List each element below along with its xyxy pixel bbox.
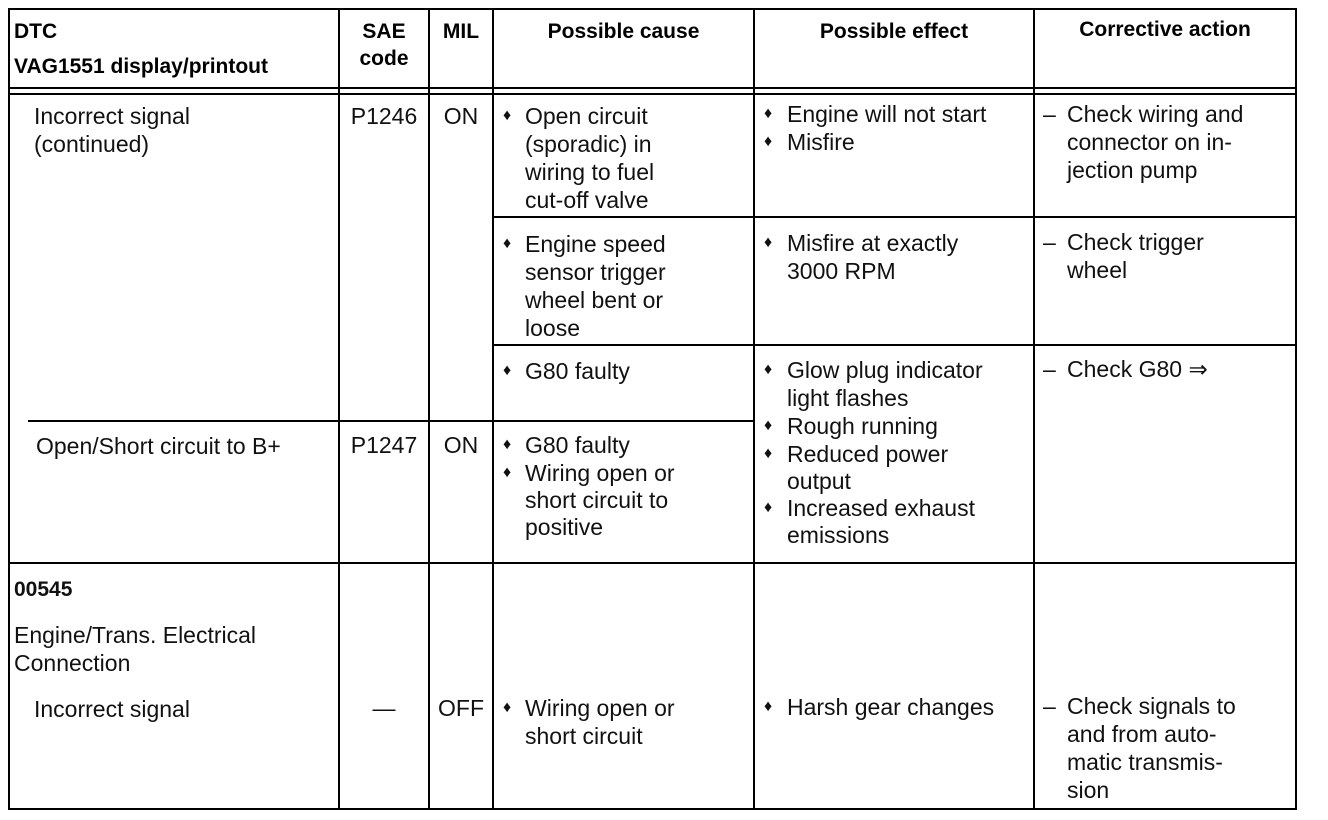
diamond-bullet-icon: ♦ bbox=[503, 362, 512, 379]
row1a-cause-l3: wiring to fuel bbox=[525, 159, 655, 185]
row1a-action-l2: connector on in- bbox=[1067, 129, 1232, 155]
table-border-bottom bbox=[8, 808, 1297, 810]
dash-marker-icon: – bbox=[1043, 693, 1056, 719]
row3-cause-l2: short circuit bbox=[525, 723, 643, 749]
row1-dtc-line1: Incorrect signal bbox=[34, 103, 190, 129]
header-dtc-line2: VAG1551 display/printout bbox=[14, 55, 268, 78]
diamond-bullet-icon: ♦ bbox=[764, 105, 773, 122]
row3-action-l4: sion bbox=[1067, 777, 1110, 803]
row1c-cause-l1: G80 faulty bbox=[525, 358, 630, 384]
row3-title-l1: Engine/Trans. Electrical bbox=[14, 622, 257, 648]
row1-dtc-line2: (continued) bbox=[34, 131, 150, 157]
diamond-bullet-icon: ♦ bbox=[503, 107, 512, 124]
row1b-cause-l2: sensor trigger bbox=[525, 259, 666, 285]
row2-cause-b-l3: positive bbox=[525, 514, 603, 540]
row1b-cause-l4: loose bbox=[525, 315, 580, 341]
row2-cause-a: G80 faulty bbox=[525, 432, 630, 458]
row1b-effect-l1: Misfire at exactly bbox=[787, 230, 959, 256]
header-possible-effect: Possible effect bbox=[819, 20, 969, 43]
header-possible-cause: Possible cause bbox=[547, 20, 700, 43]
header-mil: MIL bbox=[442, 20, 480, 43]
row1b-effect-l2: 3000 RPM bbox=[787, 258, 896, 284]
header-rule-2 bbox=[8, 93, 1297, 95]
group-rule bbox=[8, 562, 1297, 564]
row1b-cause-l3: wheel bent or bbox=[525, 287, 664, 313]
row3-action-l2: and from auto- bbox=[1067, 721, 1217, 747]
row3-code: 00545 bbox=[14, 578, 73, 601]
row1a-cause-l4: cut-off valve bbox=[525, 187, 649, 213]
row3-action-l3: matic transmis- bbox=[1067, 749, 1223, 775]
row1a-effect-l2: Misfire bbox=[787, 129, 855, 155]
row1b-action-l2: wheel bbox=[1067, 257, 1128, 283]
row1a-effect-l1: Engine will not start bbox=[787, 101, 987, 127]
row1-sae-code: P1246 bbox=[350, 103, 418, 129]
row3-title-l2: Connection bbox=[14, 650, 131, 676]
col-rule-action bbox=[1033, 8, 1035, 810]
header-dtc-line1: DTC bbox=[14, 20, 58, 43]
row1b-cause-l1: Engine speed bbox=[525, 231, 666, 257]
row3-cause-l1: Wiring open or bbox=[525, 695, 675, 721]
diamond-bullet-icon: ♦ bbox=[764, 499, 773, 516]
table-border-left bbox=[8, 8, 10, 810]
dash-marker-icon: – bbox=[1043, 101, 1056, 127]
dash-marker-icon: – bbox=[1043, 229, 1056, 255]
diamond-bullet-icon: ♦ bbox=[503, 436, 512, 453]
table-border-top bbox=[8, 8, 1297, 10]
row3-dtc: Incorrect signal bbox=[34, 696, 190, 722]
header-corrective-action: Corrective action bbox=[1079, 18, 1251, 41]
subrow-rule-1 bbox=[492, 216, 1297, 218]
shared-effect-l1: Glow plug indicator bbox=[787, 357, 983, 383]
diamond-bullet-icon: ♦ bbox=[764, 445, 773, 462]
header-rule-1 bbox=[8, 87, 1297, 89]
row1b-action-l1: Check trigger bbox=[1067, 229, 1204, 255]
shared-effect-l3: Rough running bbox=[787, 413, 938, 439]
header-sae-line1: SAE bbox=[362, 20, 406, 43]
dash-marker-icon: – bbox=[1043, 356, 1056, 382]
diamond-bullet-icon: ♦ bbox=[503, 235, 512, 252]
diamond-bullet-icon: ♦ bbox=[764, 417, 773, 434]
row2-dtc: Open/Short circuit to B+ bbox=[36, 433, 281, 459]
row1a-cause-l2: (sporadic) in bbox=[525, 131, 652, 157]
row3-sae-code: — bbox=[372, 695, 396, 721]
shared-effect-l6: Increased exhaust bbox=[787, 495, 975, 521]
row3-mil: OFF bbox=[438, 695, 484, 721]
shared-effect-l2: light flashes bbox=[787, 385, 909, 411]
row1-mil: ON bbox=[443, 103, 479, 129]
row2-cause-b-l1: Wiring open or bbox=[525, 460, 675, 486]
row2-mil: ON bbox=[443, 432, 479, 458]
shared-effect-l5: output bbox=[787, 468, 851, 494]
diamond-bullet-icon: ♦ bbox=[503, 464, 512, 481]
shared-effect-l4: Reduced power bbox=[787, 441, 949, 467]
row2-cause-b-l2: short circuit to bbox=[525, 487, 669, 513]
row3-effect-l1: Harsh gear changes bbox=[787, 694, 995, 720]
table-border-right bbox=[1295, 8, 1297, 810]
subrow-rule-3 bbox=[28, 420, 755, 422]
row2-sae-code: P1247 bbox=[350, 432, 418, 458]
shared-action-l1: Check G80 ⇒ bbox=[1067, 356, 1208, 382]
row3-action-l1: Check signals to bbox=[1067, 693, 1236, 719]
row1a-action-l3: jection pump bbox=[1067, 157, 1198, 183]
row1a-action-l1: Check wiring and bbox=[1067, 101, 1244, 127]
header-sae-line2: code bbox=[359, 47, 409, 70]
subrow-rule-2 bbox=[492, 344, 1297, 346]
diamond-bullet-icon: ♦ bbox=[764, 133, 773, 150]
diamond-bullet-icon: ♦ bbox=[764, 698, 773, 715]
col-rule-cause bbox=[492, 8, 494, 810]
col-rule-effect bbox=[753, 8, 755, 810]
diamond-bullet-icon: ♦ bbox=[764, 234, 773, 251]
diamond-bullet-icon: ♦ bbox=[764, 361, 773, 378]
diamond-bullet-icon: ♦ bbox=[503, 699, 512, 716]
shared-effect-l7: emissions bbox=[787, 522, 890, 548]
row1a-cause-l1: Open circuit bbox=[525, 103, 648, 129]
